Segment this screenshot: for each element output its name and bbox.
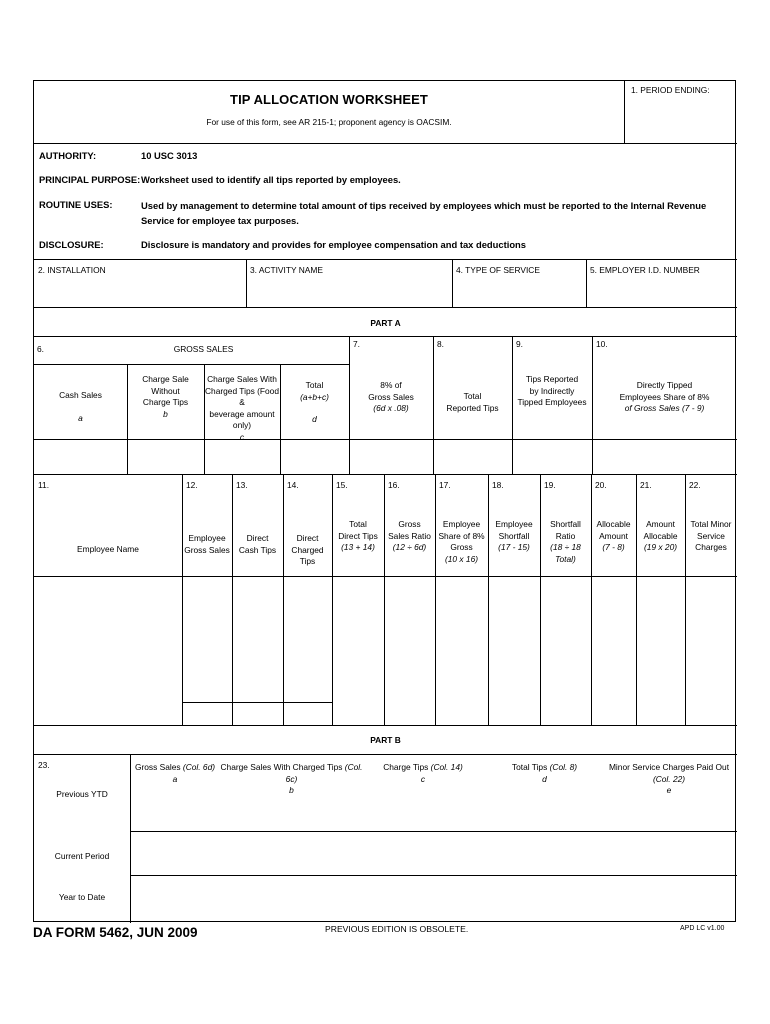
current-period-label: Current Period — [54, 851, 110, 861]
gross-sales-header: GROSS SALES — [173, 344, 234, 354]
allocable-amount-header: Allocable Amount (7 - 8) — [596, 519, 631, 553]
col7-number: 7. — [353, 339, 360, 349]
col18-number: 18. — [492, 480, 504, 490]
employee-shortfall-input[interactable] — [489, 577, 539, 724]
apd-version: APD LC v1.00 — [680, 925, 725, 932]
total-direct-tips-input[interactable] — [333, 577, 383, 724]
section23-number: 23. — [38, 760, 50, 770]
col22-number: 22. — [689, 480, 701, 490]
employer-id-field[interactable] — [588, 277, 734, 305]
service-type-field[interactable] — [454, 277, 584, 305]
col8-number: 8. — [437, 339, 444, 349]
indirect-tips-header: Tips Reported by Indirectly Tipped Employees — [517, 374, 587, 408]
direct-share-header: Directly Tipped Employees Share of 8% of Gross Sales (7 - 9) — [619, 380, 710, 414]
previous-ytd-row-input[interactable] — [131, 786, 736, 830]
obsolete-notice: PREVIOUS EDITION IS OBSOLETE. — [325, 924, 469, 934]
charge-sales-with-tips-input[interactable] — [205, 440, 279, 473]
employee-gross-sales-input[interactable] — [183, 577, 231, 701]
direct-share-input[interactable] — [593, 440, 736, 473]
col16-number: 16. — [388, 480, 400, 490]
amount-allocable-input[interactable] — [637, 577, 684, 724]
previous-ytd-label: Previous YTD — [56, 789, 108, 799]
charge-sales-with-tips-header: Charge Sales With Charged Tips (Food & beverage amount only) c — [204, 374, 280, 442]
direct-charged-tips-input[interactable] — [284, 577, 331, 701]
cash-sales-header: Cash Sales a — [59, 390, 102, 423]
col10-number: 10. — [596, 339, 608, 349]
employee-name-header: Employee Name — [77, 544, 139, 554]
part-b-heading: PART B — [370, 735, 401, 745]
routine-uses-label: ROUTINE USES: — [39, 199, 113, 210]
col19-number: 19. — [544, 480, 556, 490]
charge-sale-without-tips-header: Charge Sale Without Charge Tips b — [142, 374, 189, 419]
form-identifier: DA FORM 5462, JUN 2009 — [33, 925, 198, 940]
total-gross-sales-header: Total (a+b+c) d — [300, 380, 329, 425]
shortfall-ratio-header: Shortfall Ratio (18 ÷ 18 Total) — [550, 519, 581, 564]
col9-number: 9. — [516, 339, 523, 349]
service-type-label: 4. TYPE OF SERVICE — [456, 265, 540, 275]
purpose-value: Worksheet used to identify all tips reported by employees. — [141, 174, 401, 185]
installation-field[interactable] — [36, 277, 244, 305]
authority-value: 10 USC 3013 — [141, 150, 198, 161]
col15-number: 15. — [336, 480, 348, 490]
year-to-date-label: Year to Date — [58, 892, 106, 902]
year-to-date-row-input[interactable] — [131, 876, 736, 921]
employer-id-label: 5. EMPLOYER I.D. NUMBER — [590, 265, 700, 275]
employee-gross-sales-header: Employee Gross Sales — [184, 533, 230, 555]
total-minor-service-charges-header: Total Minor Service Charges — [690, 519, 732, 553]
period-ending-field[interactable] — [626, 95, 734, 141]
col11-number: 11. — [38, 480, 50, 490]
employee-name-input[interactable] — [35, 577, 181, 724]
direct-charged-tips-header: Direct Charged Tips — [291, 533, 324, 567]
partb-gross-sales-header: Gross Sales (Col. 6d) a — [134, 762, 216, 784]
employee-shortfall-header: Employee Shortfall (17 - 15) — [495, 519, 533, 553]
total-reported-tips-header: Total Reported Tips — [446, 391, 499, 413]
partb-total-tips-header: Total Tips (Col. 8) d — [511, 762, 578, 784]
form-subtitle: For use of this form, see AR 215-1; proponent agency is OACSIM. — [206, 117, 452, 127]
partb-minor-charges-header: Minor Service Charges Paid Out (Col. 22) e — [608, 762, 730, 796]
installation-label: 2. INSTALLATION — [38, 265, 106, 275]
disclosure-label: DISCLOSURE: — [39, 239, 104, 250]
col14-number: 14. — [287, 480, 299, 490]
allocable-amount-input[interactable] — [592, 577, 635, 724]
current-period-row-input[interactable] — [131, 832, 736, 874]
col17-number: 17. — [439, 480, 451, 490]
gross-sales-ratio-input[interactable] — [385, 577, 434, 724]
activity-name-label: 3. ACTIVITY NAME — [250, 265, 323, 275]
eight-percent-input[interactable] — [350, 440, 432, 473]
col20-number: 20. — [595, 480, 607, 490]
purpose-label: PRINCIPAL PURPOSE: — [39, 174, 141, 185]
authority-label: AUTHORITY: — [39, 150, 97, 161]
part-a-heading: PART A — [370, 318, 401, 328]
total-direct-tips-header: Total Direct Tips (13 + 14) — [338, 519, 378, 553]
total-gross-sales-input[interactable] — [281, 440, 348, 473]
col6-number: 6. — [37, 344, 44, 354]
total-minor-service-charges-input[interactable] — [686, 577, 736, 724]
disclosure-value: Disclosure is mandatory and provides for employee compensation and tax deductions — [141, 239, 526, 250]
amount-allocable-header: Amount Allocable (19 x 20) — [643, 519, 678, 553]
routine-uses-value: Used by management to determine total amount of tips received by employees which must be reported to the Internal Revenue Service for employee tax purposes. — [141, 200, 707, 227]
form-title: TIP ALLOCATION WORKSHEET — [230, 92, 428, 107]
employee-share-input[interactable] — [436, 577, 487, 724]
shortfall-ratio-input[interactable] — [541, 577, 590, 724]
col21-number: 21. — [640, 480, 652, 490]
charge-sale-without-tips-input[interactable] — [128, 440, 203, 473]
activity-name-field[interactable] — [248, 277, 450, 305]
indirect-tips-input[interactable] — [513, 440, 591, 473]
eight-percent-header: 8% of Gross Sales (6d x .08) — [368, 380, 414, 414]
direct-cash-tips-input[interactable] — [233, 577, 282, 701]
gross-sales-ratio-header: Gross Sales Ratio (12 ÷ 6d) — [388, 519, 431, 553]
total-reported-tips-input[interactable] — [434, 440, 511, 473]
cash-sales-input[interactable] — [35, 440, 126, 473]
direct-cash-tips-header: Direct Cash Tips — [238, 533, 277, 555]
partb-charge-sales-header: Charge Sales With Charged Tips (Col. 6c) b — [220, 762, 363, 796]
col13-number: 13. — [236, 480, 248, 490]
partb-charge-tips-header: Charge Tips (Col. 14) c — [383, 762, 463, 784]
col12-number: 12. — [186, 480, 198, 490]
employee-share-header: Employee Share of 8% Gross (10 x 16) — [438, 519, 485, 564]
tip-allocation-form — [33, 80, 736, 922]
period-ending-label: 1. PERIOD ENDING: — [631, 85, 710, 95]
